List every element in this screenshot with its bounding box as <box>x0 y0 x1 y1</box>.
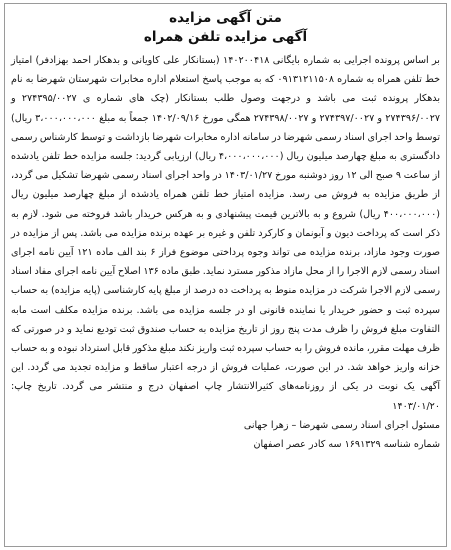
notice-body: بر اساس پرونده اجرایی به شماره بایگانی ۱۴۰۲۰۰۴۱۸ (بستانکار علی کاویانی و بدهکار احمد بهزادفر) امتیاز خط تلفن همراه به شماره ۰۹۱۳۱۲۱۱۵۰۸ که به موجب پاسخ استعلام اداره مخابرات شهرستان شهرضا به نام بدهکار پرونده ثبت می باشد و درجهت وصول طلب بستانکار (چک های شماره ی ۲۷۴۳۹۵/۰۰۲۷ و ۲۷۴۳۹۶/۰۰۲۷ و ۲۷۴۳۹۷/۰۰۲۷ و ۲۷۴۳۹۸/۰۰۲۷ همگی مورخ ۱۴۰۲/۰۹/۱۶ جمعاً به مبلغ ۳،۰۰۰،۰۰۰،۰۰۰ ریال) توسط واحد اجرای اسناد رسمی شهرضا در سامانه اداره مخابرات شهرضا بازداشت و توسط کارشناس رسمی دادگستری به مبلغ چهارصد میلیون ریال (۴،۰۰۰،۰۰۰،۰۰۰ ریال) ارزیابی گردید: جلسه مزایده خط تلفن یادشده از ساعت ۹ صبح الی ۱۲ روز دوشنبه مورخ ۱۴۰۳/۰۱/۲۷ در واحد اجرای اسناد رسمی شهرضا تشکیل می گردد، از طریق مزایده به فروش می رسد. مزایده امتیاز خط تلفن همراه یادشده از مبلغ چهارصد میلیون ریال (۴۰۰،۰۰۰،۰۰۰ ریال) شروع و به بالاترین قیمت پیشنهادی و به هرکس خریدار باشد فروخته می شود. لازم به ذکر است که پرداخت دیون و آبونمان و کارکرد تلفن و غیره بر عهده برنده مزایده می باشد. پس از مزایده در صورت وجود مازاد، برنده مزایده می تواند وجوه پرداختی موضوع فراز ۶ بند الف ماده ۱۲۱ آیین نامه اجرای اسناد رسمی لازم الاجرا را از محل مازاد مذکور مسترد نماید. طبق ماده ۱۳۶ اصلاح آیین نامه اجرای مفاد اسناد رسمی لازم الاجرا شرکت در مزایده منوط به پرداخت ده درصد از مبلغ پایه کارشناسی (پایه مزایده) به حساب سپرده ثبت و حضور خریدار یا نماینده قانونی او در جلسه مزایده می باشد. برنده مزایده مکلف است مابه التفاوت مبلغ فروش را ظرف مدت پنج روز از تاریخ مزایده به حساب صندوق ثبت تودیع نماید و در صورتی که ظرف مهلت مقرر، مانده فروش را به حساب سپرده ثبت واریز نکند مبلغ مذکور قابل استرداد نبوده و به حساب خزانه واریز خواهد شد. در این صورت، عملیات فروش از درجه اعتبار ساقط و مزایده تجدید می گردد. این آگهی یک نوبت در یکی از روزنامه‌های کثیرالانتشار چاپ اصفهان درج و منتشر می گردد. تاریخ چاپ: ۱۴۰۳/۰۱/۲۰ <box>11 55 441 412</box>
notice-id: شماره شناسه ۱۶۹۱۳۲۹ سه کادر عصر اصفهان <box>253 439 440 451</box>
notice-subtitle: آگهی مزایده تلفن همراه <box>143 29 308 45</box>
notice-title: متن آگهی مزایده <box>169 10 282 26</box>
notice-signature: مسئول اجرای اسناد رسمی شهرضا – زهرا جهانی <box>243 419 440 431</box>
auction-notice <box>4 3 447 547</box>
